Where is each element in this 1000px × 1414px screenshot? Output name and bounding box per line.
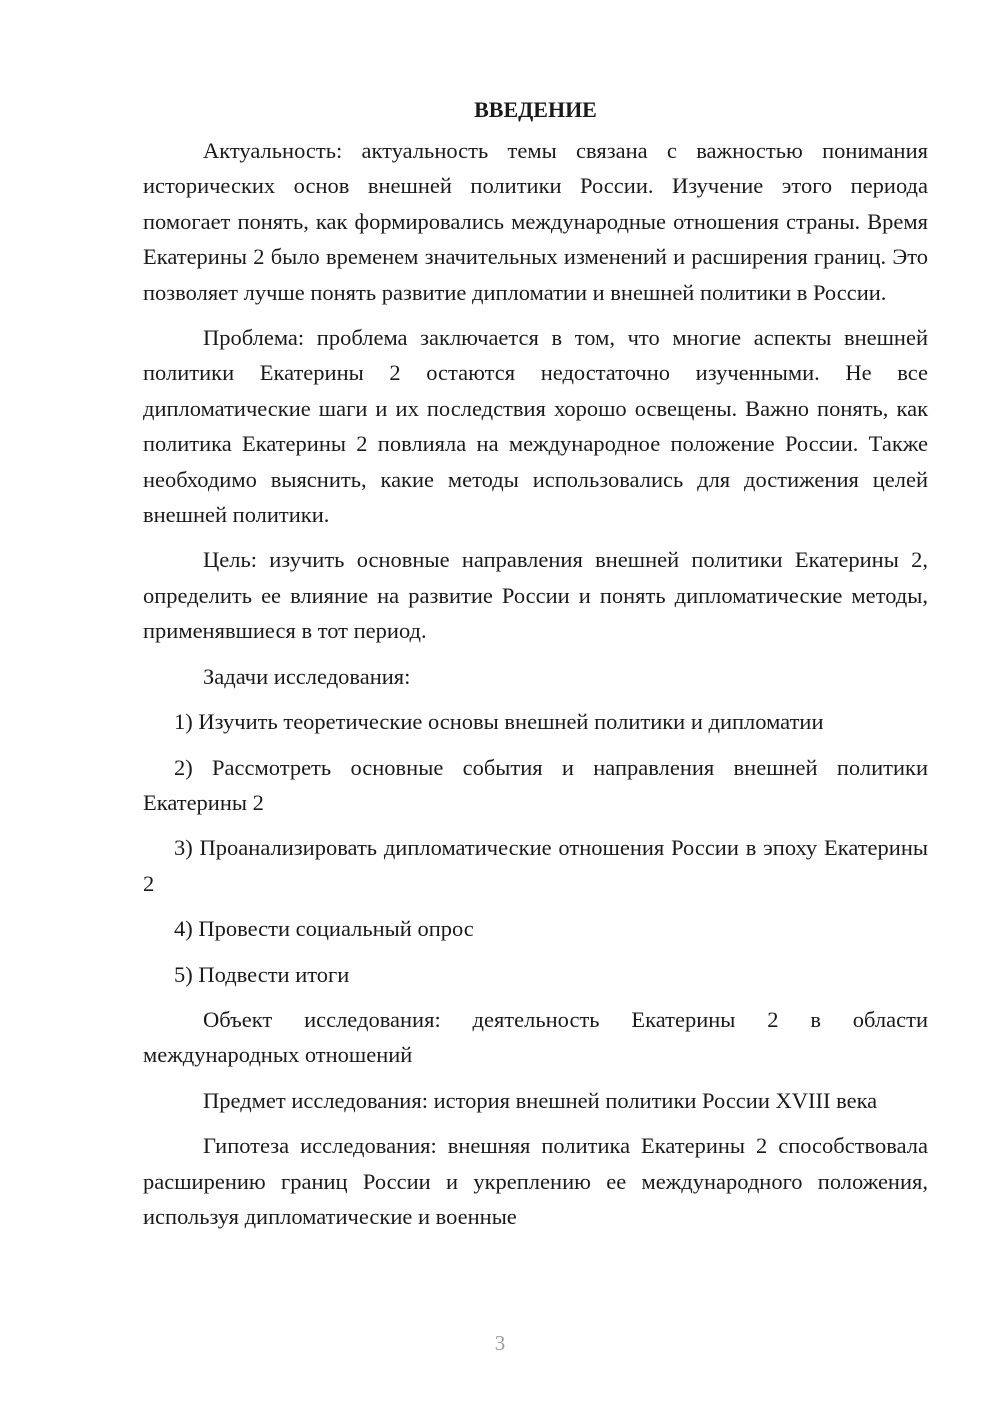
document-body [143, 92, 928, 1244]
paragraph-goal: Цель: изучить основные направления внешней политики Екатерины 2, определить ее влияние на развитие России и понять дипломатические методы, применявшиеся в тот период. [143, 547, 928, 644]
paragraph-problem: Проблема: проблема заключается в том, что многие аспекты внешней политики Екатерины 2 остаются недостаточно изученными. Не все дипломатические шаги и их последствия хорошо освещены. Важно понять, как политика Екатерины 2 повлияла на международное положение России. Также необходимо выяснить, какие методы использовались для достижения целей внешней политики. [143, 325, 928, 528]
task-item-1: 1) Изучить теоретические основы внешней политики и дипломатии [174, 709, 824, 735]
task-item-3: 3) Проанализировать дипломатические отношения России в эпоху Екатерины 2 [143, 835, 928, 896]
paragraph-subject: Предмет исследования: история внешней политики России XVIII века [203, 1087, 878, 1113]
task-item-2: 2) Рассмотреть основные события и направления внешней политики Екатерины 2 [143, 754, 928, 815]
paragraph-hypothesis: Гипотеза исследования: внешняя политика Екатерины 2 способствовала расширению границ России и укреплению ее международного положения, используя дипломатические и военные [143, 1133, 928, 1229]
paragraph-relevance: Актуальность: актуальность темы связана с важностью понимания исторических основ внешней политики России. Изучение этого периода помогает понять, как формировались международные отношения страны. Время Екатерины 2 было временем значительных изменений и расширения границ. Это позволяет лучше понять развитие дипломатии и внешней политики в России. [143, 138, 928, 305]
page-number: 3 [494, 1331, 506, 1355]
task-item-4: 4) Провести социальный опрос [174, 916, 474, 942]
task-item-5: 5) Подвести итоги [174, 961, 350, 987]
paragraph-object: Объект исследования: деятельность Екатерины 2 в области международных отношений [143, 1006, 928, 1068]
section-title: ВВЕДЕНИЕ [474, 97, 597, 122]
tasks-heading: Задачи исследования: [203, 663, 411, 689]
